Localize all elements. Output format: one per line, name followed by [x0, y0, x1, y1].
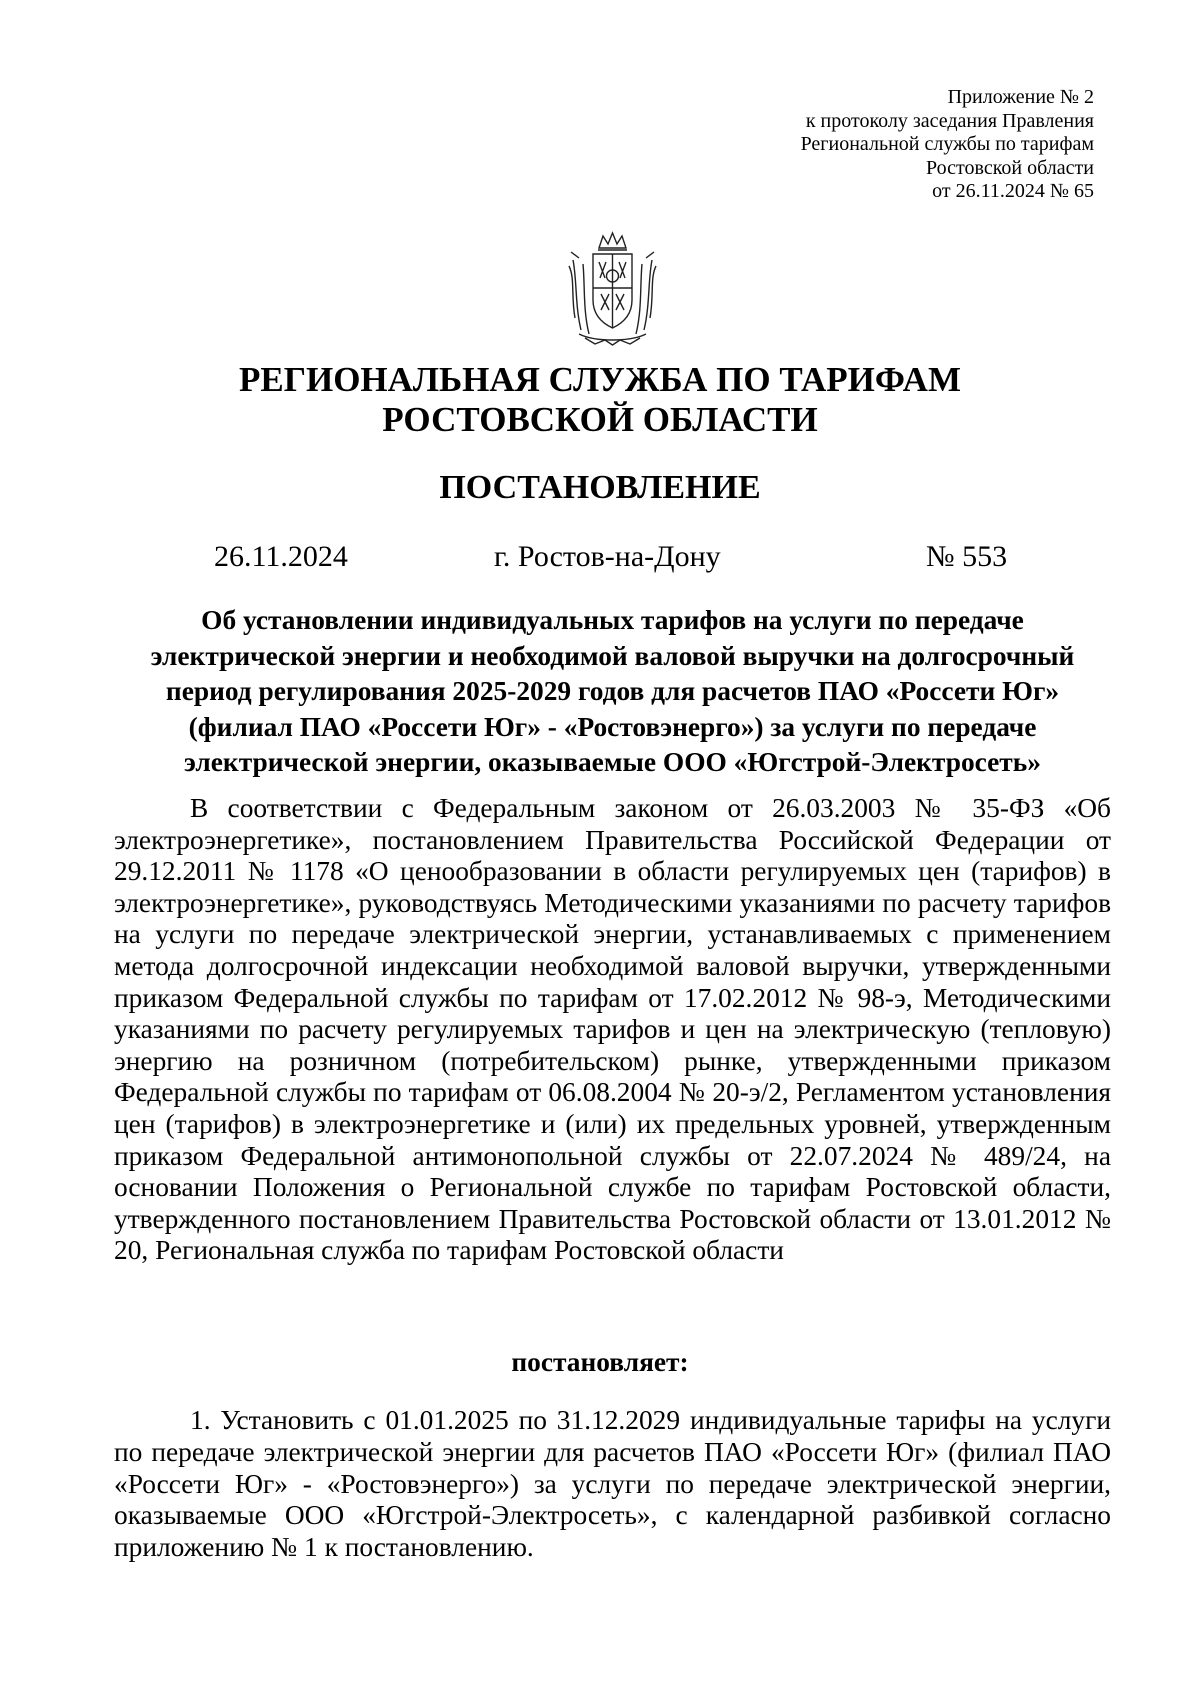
- subject-line: период регулирования 2025-2029 годов для расчетов ПАО «Россети Юг»: [165, 676, 1060, 706]
- subject-line: электрической энергии, оказываемые ООО «Югстрой-Электросеть»: [184, 747, 1041, 777]
- document-subject: [110, 603, 1115, 781]
- preamble-paragraph: В соответствии с Федеральным законом от 26.03.2003 № 35-ФЗ «Об электроэнергетике», постановлением Правительства Российской Федерации от 29.12.2011 № 1178 «О ценообразовании в области регулируемых цен (тарифов) в электроэнергетике», руководствуясь Методическими указаниями по расчету тарифов на услуги по передаче электрической энергии, устанавливаемых с применением метода долгосрочной индексации необходимой валовой выручки, утвержденными приказом Федеральной службы по тарифам от 17.02.2012 № 98-э, Методическими указаниями по расчету регулируемых тарифов и цен на электрическую (тепловую) энергию на розничном (потребительском) рынке, утвержденными приказом Федеральной службы по тарифам от 06.08.2004 № 20-э/2, Регламентом установления цен (тарифов) в электроэнергетике и (или) их предельных уровней, утвержденным приказом Федеральной антимонопольной службы от 22.07.2024 № 489/24, на основании Положения о Региональной службе по тарифам Ростовской области, утвержденного постановлением Правительства Ростовской области от 13.01.2012 № 20, Региональная служба по тарифам Ростовской области: [114, 793, 1111, 1266]
- rostov-oblast-coat-of-arms-icon: [565, 230, 660, 346]
- document-date: 26.11.2024: [214, 540, 348, 573]
- attachment-line: Региональной службы по тарифам: [800, 133, 1094, 155]
- document-number: № 553: [926, 540, 1008, 573]
- attachment-line: к протоколу заседания Правления: [805, 109, 1094, 132]
- resolution-item-1: 1. Установить с 01.01.2025 по 31.12.2029 индивидуальные тарифы на услуги по передаче электрической энергии для расчетов ПАО «Россети Юг» (филиал ПАО «Россети Юг» - «Ростовэнерго») за услуги по передаче электрической энергии, оказываемые ООО «Югстрой-Электросеть», с календарной разбивкой согласно приложению № 1 к постановлению.: [114, 1405, 1111, 1563]
- subject-line: Об установлении индивидуальных тарифов на услуги по передаче: [201, 605, 1024, 635]
- decree-word: постановляет:: [511, 1347, 689, 1377]
- attachment-note: [801, 86, 1094, 204]
- organization-name: [0, 360, 1200, 440]
- attachment-line: от 26.11.2024 № 65: [932, 180, 1094, 202]
- subject-line: (филиал ПАО «Россети Юг» - «Ростовэнерго») за услуги по передаче: [188, 711, 1037, 742]
- attachment-line: Приложение № 2: [947, 86, 1094, 108]
- document-city: г. Ростов-на-Дону: [494, 540, 721, 573]
- document-meta: [0, 537, 1200, 577]
- subject-line: электрической энергии и необходимой валовой выручки на долгосрочный: [150, 640, 1075, 671]
- document-type: ПОСТАНОВЛЕНИЕ: [439, 469, 761, 506]
- attachment-line: Ростовской области: [926, 156, 1094, 179]
- organization-line: РОСТОВСКОЙ ОБЛАСТИ: [382, 400, 818, 439]
- organization-line: РЕГИОНАЛЬНАЯ СЛУЖБА ПО ТАРИФАМ: [238, 360, 961, 399]
